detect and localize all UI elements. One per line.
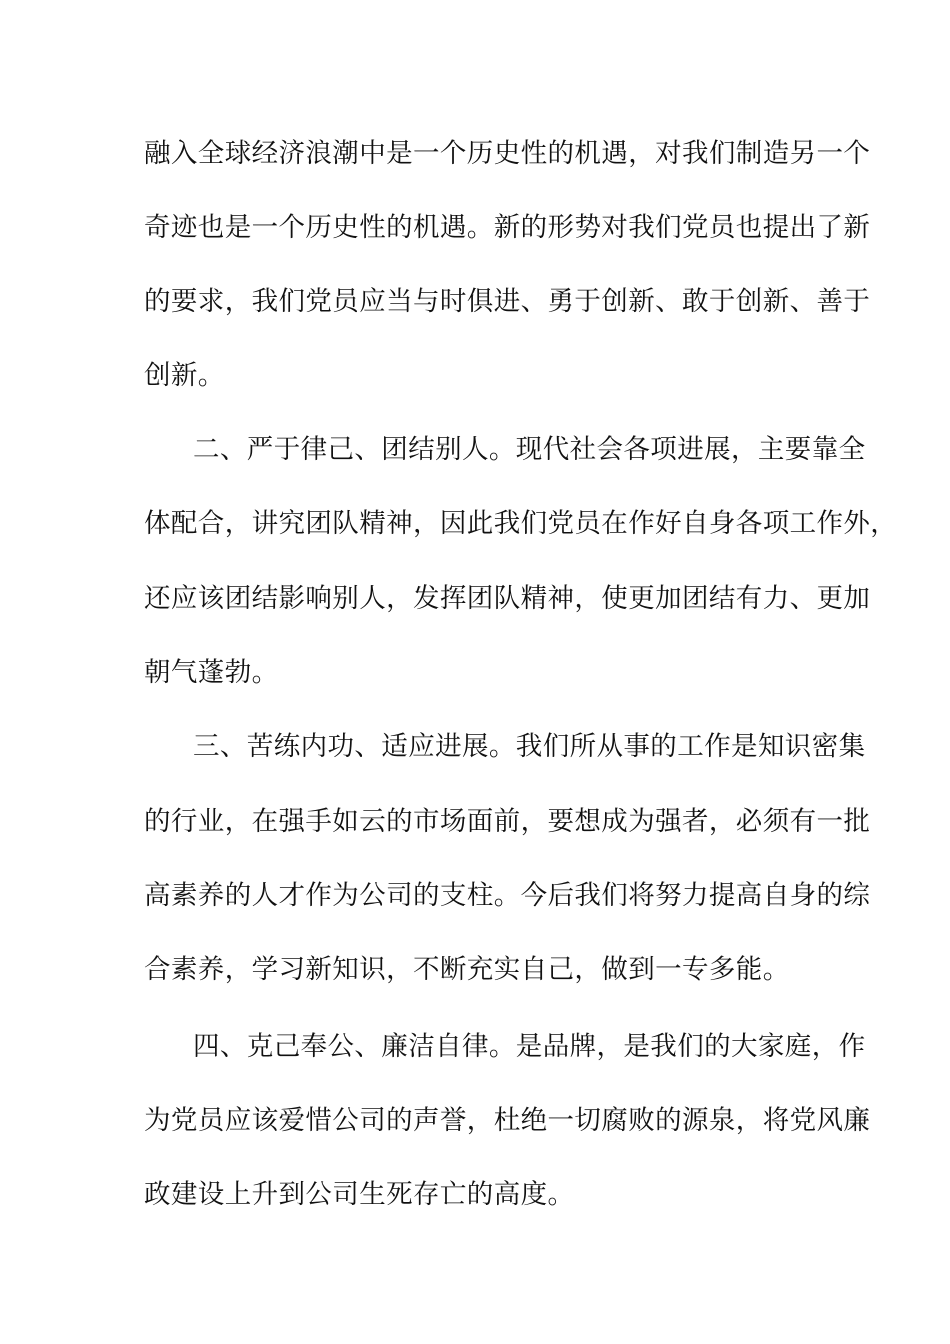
text-line: 合素养，学习新知识，不断充实自己，做到一专多能。 [144, 954, 790, 985]
text-line: 体配合，讲究团队精神，因此我们党员在作好自身各项工作外， [144, 508, 898, 539]
text-line: 朝气蓬勃。 [144, 657, 279, 688]
paragraph-heading-line: 二、严于律己、团结别人。现代社会各项进展，主要靠全 [193, 434, 866, 465]
paragraph-heading-line: 四、克己奉公、廉洁自律。是品牌，是我们的大家庭，作 [193, 1031, 866, 1062]
paragraph-heading-line: 三、苦练内功、适应进展。我们所从事的工作是知识密集 [193, 731, 866, 762]
text-line: 为党员应该爱惜公司的声誉，杜绝一切腐败的源泉，将党风廉 [144, 1105, 871, 1136]
text-line: 还应该团结影响别人，发挥团队精神，使更加团结有力、更加 [144, 583, 871, 614]
text-line: 的要求，我们党员应当与时俱进、勇于创新、敢于创新、善于 [144, 286, 871, 317]
text-line: 奇迹也是一个历史性的机遇。新的形势对我们党员也提出了新 [144, 212, 871, 243]
text-line: 的行业，在强手如云的市场面前，要想成为强者，必须有一批 [144, 806, 871, 837]
text-line: 高素养的人才作为公司的支柱。今后我们将努力提高自身的综 [144, 880, 871, 911]
text-line: 政建设上升到公司生死存亡的高度。 [144, 1179, 575, 1210]
text-line: 创新。 [144, 360, 225, 391]
text-line: 融入全球经济浪潮中是一个历史性的机遇，对我们制造另一个 [144, 138, 871, 169]
